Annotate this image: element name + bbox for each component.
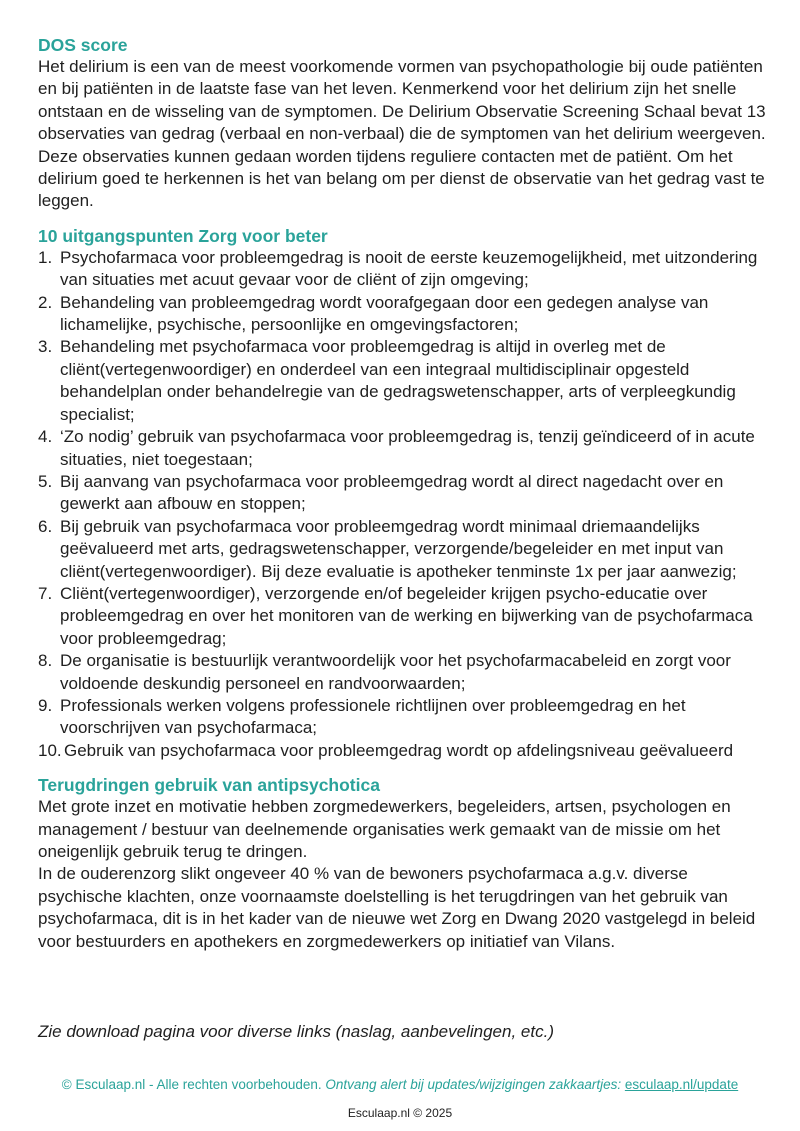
list-item xyxy=(38,516,768,583)
list-item-number: 5. xyxy=(38,471,53,491)
dos-heading: DOS score xyxy=(38,35,128,55)
update-link[interactable]: esculaap.nl/update xyxy=(624,1077,739,1092)
list-item xyxy=(38,650,768,695)
list-item xyxy=(38,695,768,740)
list-item-number: 2. xyxy=(38,292,53,312)
list-item-text: Cliënt(vertegenwoordiger), verzorgende en/of begeleider krijgen psycho-educatie over probleemgedrag en over het monitoren van de werking en bijwerking van de psychofarmaca voor probleemgedrag; xyxy=(60,583,753,648)
footer-alert: Ontvang alert bij updates/wijzigingen zakkaartjes: xyxy=(325,1077,622,1092)
list-item-text: Professionals werken volgens professionele richtlijnen over probleemgedrag en het voorschrijven van psychofarmaca; xyxy=(60,695,686,738)
list-item xyxy=(38,336,768,426)
list-item-text: Bij aanvang van psychofarmaca voor probleemgedrag wordt al direct nagedacht over en gewerkt aan afbouw en stoppen; xyxy=(60,471,724,514)
list-item-text: Psychofarmaca voor probleemgedrag is nooit de eerste keuzemogelijkheid, met uitzondering van situaties met acuut gevaar voor de cliënt of zijn omgeving; xyxy=(60,247,758,290)
list-item-text: Behandeling van probleemgedrag wordt voorafgegaan door een gedegen analyse van lichamelijke, psychische, persoonlijke en omgevingsfactoren; xyxy=(60,292,709,335)
list-item xyxy=(38,292,768,337)
terugdringen-heading: Terugdringen gebruik van antipsychotica xyxy=(38,775,380,796)
list-item-number: 3. xyxy=(38,337,53,357)
download-note: Zie download pagina voor diverse links (naslag, aanbevelingen, etc.) xyxy=(38,1022,554,1041)
list-item-text: Behandeling met psychofarmaca voor probleemgedrag is altijd in overleg met de cliënt(vertegenwoordiger) en onderdeel van een integraal multidisciplinair opgesteld behandelplan onder behandelregie van de gedragswetenschapper, arts of verpleegkundig specialist; xyxy=(60,337,736,424)
list-item-number: 7. xyxy=(38,583,53,603)
uitgangspunten-heading: 10 uitgangspunten Zorg voor beter xyxy=(38,225,328,246)
copyright: Esculaap.nl © 2025 xyxy=(347,1106,453,1120)
list-item-number: 1. xyxy=(38,247,53,267)
terugdringen-paragraph-2: In de ouderenzorg slikt ongeveer 40 % van de bewoners psychofarmaca a.g.v. diverse psychische klachten, onze voornaamste doelstelling is het terugdringen van het gebruik van psychofarmaca, dit is in het kader van de nieuwe wet Zorg en Dwang 2020 vastgelegd in beleid voor bestuurders en apothekers en zorgmedewerkers op initiatief van Vilans. xyxy=(38,864,756,951)
list-item-number: 10. xyxy=(38,740,62,760)
footer xyxy=(0,1077,800,1092)
list-item-number: 8. xyxy=(38,651,53,671)
list-item-number: 4. xyxy=(38,427,53,447)
list-item-text: ‘Zo nodig’ gebruik van psychofarmaca voor probleemgedrag is, tenzij geïndiceerd of in acute situaties, niet toegestaan; xyxy=(60,427,755,469)
list-item xyxy=(38,740,768,762)
document-body xyxy=(38,34,768,953)
terugdringen-paragraph-1: Met grote inzet en motivatie hebben zorgmedewerkers, begeleiders, artsen, psychologen en management / bestuur van deelnemende organisaties werk gemaakt van de missie om het oneigenlijk gebruik terug te dringen. xyxy=(38,797,731,861)
list-item xyxy=(38,583,768,650)
uitgangspunten-list xyxy=(38,247,768,762)
list-item-text: Bij gebruik van psychofarmaca voor probleemgedrag wordt minimaal driemaandelijks geëvalueerd met arts, gedragswetenschapper, verzorgende/begeleider en met input van cliënt(vertegenwoordiger). Bij deze evaluatie is apotheker tenminste 1x per jaar aanwezig; xyxy=(60,516,737,581)
list-item xyxy=(38,426,768,471)
dos-paragraph: Het delirium is een van de meest voorkomende vormen van psychopathologie bij oude patiënten en bij patiënten in de laatste fase van het leven. Kenmerkend voor het delirium zijn het snelle ontstaan en de wisseling van de symptomen. De Delirium Observatie Screening Schaal bevat 13 observaties van gedrag (verbaal en non-verbaal) die de symptomen van het delirium weergeven. Deze observaties kunnen gedaan worden tijdens reguliere contacten met de patiënt. Om het delirium goed te herkennen is het van belang om per dienst de observatie van het gedrag vast te leggen. xyxy=(38,57,766,211)
list-item-text: Gebruik van psychofarmaca voor probleemgedrag wordt op afdelingsniveau geëvalueerd xyxy=(64,740,734,760)
list-item xyxy=(38,471,768,516)
list-item-number: 6. xyxy=(38,516,53,536)
list-item-text: De organisatie is bestuurlijk verantwoordelijk voor het psychofarmacabeleid en zorgt voor voldoende deskundig personeel en randvoorwaarden; xyxy=(60,651,731,693)
list-item xyxy=(38,247,768,292)
footer-rights: © Esculaap.nl - Alle rechten voorbehouden. xyxy=(61,1077,322,1092)
list-item-number: 9. xyxy=(38,695,53,715)
